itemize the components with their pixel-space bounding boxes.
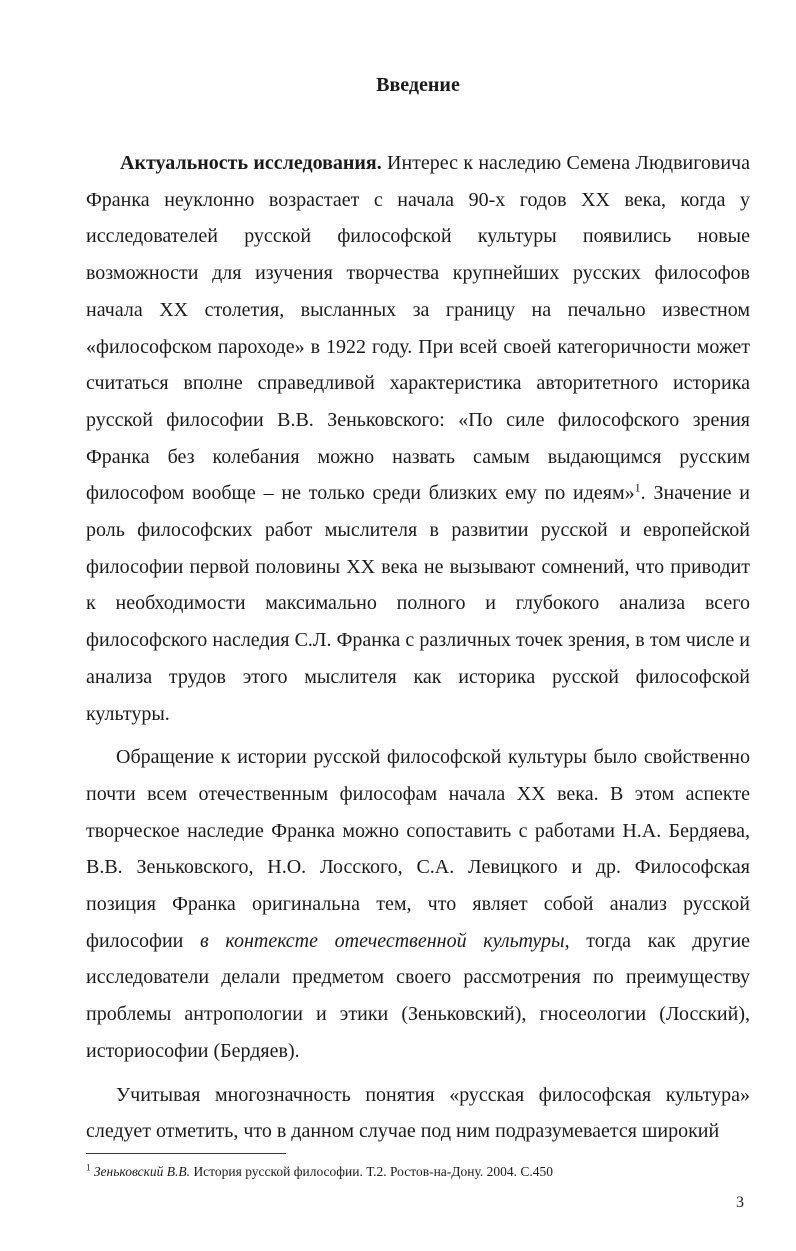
- paragraph-relevance: [86, 145, 750, 732]
- emphasis-text: в контексте отечественной культуры: [200, 929, 565, 952]
- body-text: [86, 145, 750, 1157]
- section-title: Введение: [376, 74, 460, 96]
- paragraph-text: , тогда как другие исследователи делали предметом своего рассмотрения по преимуществу проблемы антропологии и этики (Зеньковский), гносеологии (Лосский), историософии (Бердяев).: [86, 929, 750, 1062]
- paragraph-text: Интерес к наследию Семена Людвиговича Франка неуклонно возрастает с начала 90-х годов XX века, когда у исследователей русской философской культуры появились новые возможности для изучения творчества крупнейших русских философов начала XX столетия, высланных за границу на печально известном «философском пароходе» в 1922 году. При всей своей категоричности может считаться вполне справедливой характеристика авторитетного историка русской философии В.В. Зеньковского: «По силе философского зрения Франка без колебания можно назвать самым выдающимся русским философом вообще – не только среди близких ему по идеям»: [86, 152, 750, 505]
- footnote-marker: 1: [86, 1162, 91, 1173]
- footnote-text: История русской философии. Т.2. Ростов-на-Дону. 2004. С.450: [190, 1164, 554, 1179]
- paragraph-lead: Актуальность исследования.: [120, 152, 382, 174]
- footnote-divider: [86, 1153, 286, 1154]
- footnote: [86, 1163, 750, 1181]
- footnote-reference[interactable]: 1: [634, 480, 641, 495]
- paragraph-context: [86, 739, 750, 1069]
- page-number: 3: [736, 1194, 744, 1211]
- paragraph-definition: [86, 1077, 750, 1150]
- footnote-author: Зеньковский В.В.: [93, 1164, 191, 1179]
- paragraph-text: Учитывая многозначность понятия «русская философская культура» следует отметить, что в данном случае под ним подразумевается широкий: [86, 1083, 750, 1143]
- paragraph-text: Обращение к истории русской философской культуры было свойственно почти всем отечественным философам начала XX века. В этом аспекте творческое наследие Франка можно сопоставить с работами Н.А. Бердяева, В.В. Зеньковского, Н.О. Лосского, С.А. Левицкого и др. Философская позиция Франка оригинальна тем, что являет собой анализ русской философии: [86, 746, 750, 952]
- paragraph-text: . Значение и роль философских работ мыслителя в развитии русской и европейской философии первой половины XX века не вызывают сомнений, что приводит к необходимости максимально полного и глубокого анализа всего философского наследия С.Л. Франка с различных точек зрения, в том числе и анализа трудов этого мыслителя как историка русской философской культуры.: [86, 482, 750, 725]
